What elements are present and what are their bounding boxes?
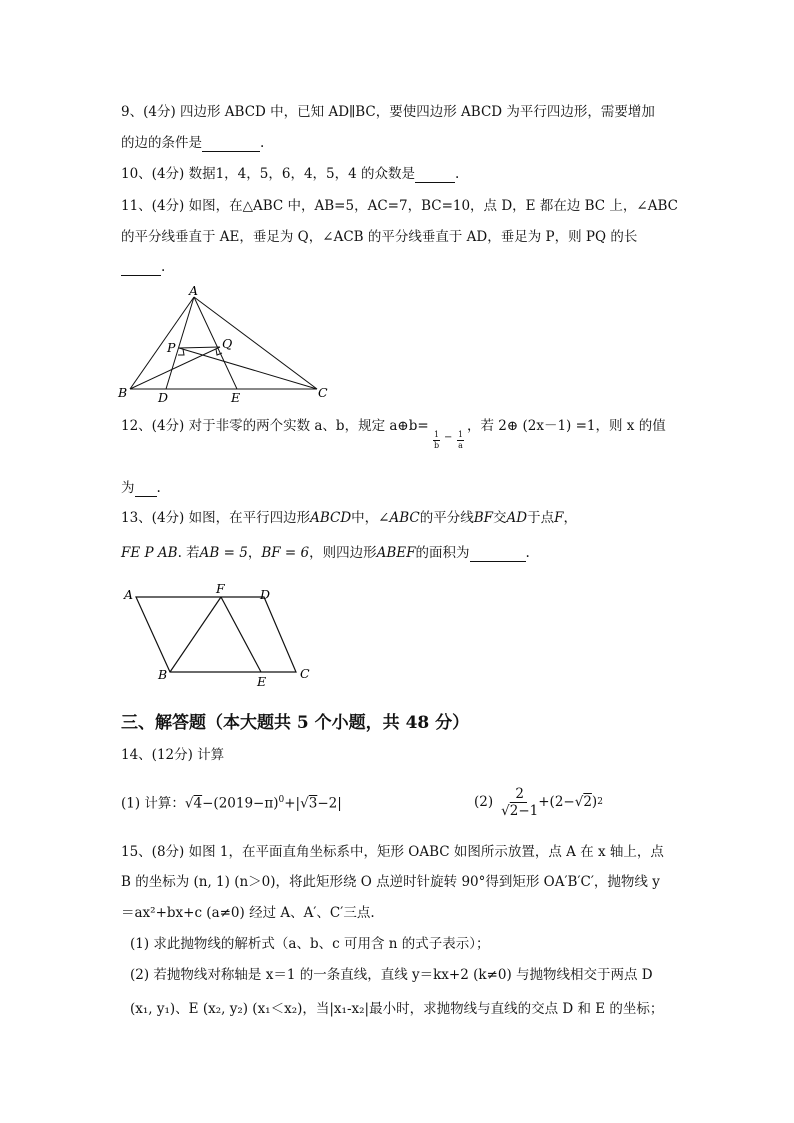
q13-line1d: 交 <box>493 510 507 526</box>
q13-bf: BF <box>473 510 494 526</box>
q14-p2-sqrt-sign: √ <box>574 794 584 810</box>
q14-part2 <box>474 784 603 820</box>
q13-line2e: 的面积为 <box>415 545 470 561</box>
q12-frac2-num: 1 <box>458 430 464 439</box>
q13-line2 <box>121 544 530 562</box>
q13-abcd: ABCD <box>310 510 352 526</box>
q14-p1-tail: −2| <box>317 795 342 812</box>
q14-p1-sqrt3: 3 <box>308 795 318 812</box>
q15-line2: B 的坐标为 (n, 1) (n＞0)，将此矩形绕 O 点逆时针旋转 90°得到矩形 OA′B′C′，抛物线 y <box>121 874 660 890</box>
q11-label-p: P <box>167 340 176 355</box>
q13-abef: ABEF <box>376 545 416 561</box>
q14-p1-sqrt3-sign: √ <box>300 795 309 812</box>
q12-frac1-num: 1 <box>434 430 440 439</box>
q13-abc: ABC <box>389 510 420 526</box>
q13-label-c: C <box>300 666 310 681</box>
q13-label-f: F <box>216 581 225 596</box>
q10-text: 10、(4分) 数据1，4，5，6，4，5，4 的众数是 <box>121 166 416 182</box>
section3-title: 三、解答题（本大题共 5 个小题，共 48 分） <box>121 713 470 733</box>
q14-p2-exp: 2 <box>597 797 603 807</box>
q14-p1-exp: 0 <box>278 795 285 805</box>
q14-p1-sqrt-sign: √ <box>184 795 194 812</box>
q10-answer-blank <box>415 168 455 183</box>
q13-line2b: . 若 <box>177 545 200 561</box>
q12-end: . <box>156 480 161 496</box>
q12-frac2-den: a <box>458 441 463 450</box>
q13-line1f: ， <box>563 510 577 526</box>
q11-label-e: E <box>231 390 241 405</box>
q13-line2c: ， <box>247 545 262 561</box>
q13-label-d: D <box>260 587 271 602</box>
q15-line3: ＝ax²+bx+c (a≠0) 经过 A、A′、C′三点. <box>121 905 375 921</box>
q14-title: 14、(12分) 计算 <box>121 747 225 763</box>
q14-p1-mid: −(2019−π) <box>202 795 279 812</box>
q13-ab5: AB = 5 <box>199 545 248 561</box>
q13-line1a: 13、(4分) 如图，在平行四边形 <box>121 510 311 526</box>
q11-label-c: C <box>318 385 328 400</box>
q14-p1-label: (1) 计算： <box>121 795 185 812</box>
q15-line1: 15、(8分) 如图 1，在平面直角坐标系中，矩形 OABC 如图所示放置，点 A 在 x 轴上，点 <box>121 844 664 860</box>
q9-line2 <box>121 134 264 152</box>
q13-ad: AD <box>506 510 528 526</box>
q14-p2-plus: +(2− <box>538 794 575 810</box>
q13-end: . <box>525 545 530 561</box>
q11-triangle-figure <box>112 283 342 405</box>
q12-suffix: ，若 2⊕ (2x－1) =1，则 x 的值 <box>467 418 666 434</box>
q12-minus: − <box>444 432 453 443</box>
q9-answer-blank <box>202 137 260 152</box>
q13-line1e: 于点 <box>527 510 555 526</box>
q13-label-a: A <box>124 587 134 602</box>
q11-label-b: B <box>118 385 128 400</box>
q15-sub1: (1) 求此抛物线的解析式（a、b、c 可用含 n 的式子表示）； <box>130 936 490 952</box>
q11-end: . <box>161 259 166 275</box>
q15-sub2-line1: (2) 若抛物线对称轴是 x＝1 的一条直线，直线 y＝kx+2 (k≠0) 与抛物线相交于两点 D <box>130 967 653 983</box>
q13-label-e: E <box>257 674 267 689</box>
q12-prefix: 12、(4分) 对于非零的两个实数 a、b，规定 a⊕b= <box>121 418 429 434</box>
q14-p2-den-tail: −1 <box>518 802 539 819</box>
q14-p2-den-sqrt: 2 <box>509 802 519 819</box>
q12-frac2 <box>457 430 464 451</box>
q13-line1c: 的平分线 <box>419 510 474 526</box>
q15-sub2-line2: (x₁, y₁)、E (x₂, y₂) (x₁＜x₂)，当|x₁-x₂|最小时，求抛物线与直线的交点 D 和 E 的坐标； <box>130 1001 664 1017</box>
q12-answer-blank <box>135 482 157 497</box>
q14-p1-abs: +| <box>284 795 301 812</box>
q11-answer-blank <box>121 261 161 276</box>
q14-p2-fraction <box>501 786 538 819</box>
q14-p2-label: (2) <box>474 794 494 810</box>
q9-line2-text: 的边的条件是 <box>121 135 202 151</box>
q14-p2-sqrt: 2 <box>583 794 592 810</box>
q12-frac1 <box>433 430 440 451</box>
q14-p2-close: ) <box>591 794 598 810</box>
q13-answer-blank <box>470 547 526 562</box>
q12-line2 <box>121 479 161 497</box>
q14-p2-num: 2 <box>512 786 527 803</box>
q10-end: . <box>455 166 460 182</box>
q14-p2-den: √2−1 <box>501 802 539 819</box>
q11-line1: 11、(4分) 如图，在△ABC 中，AB=5，AC=7，BC=10，点 D，E 都在边 BC 上，∠ABC <box>121 198 678 214</box>
q14-part1 <box>121 791 342 813</box>
q12-line2-text: 为 <box>121 480 135 496</box>
q13-bf6: BF = 6 <box>261 545 310 561</box>
q9-line1: 9、(4分) 四边形 ABCD 中，已知 AD∥BC，要使四边形 ABCD 为平行四边形，需要增加 <box>121 104 655 120</box>
q13-line1 <box>121 509 577 527</box>
q11-label-d: D <box>158 390 169 405</box>
q13-parallelogram-figure <box>118 580 328 690</box>
q13-f: F <box>554 510 564 526</box>
q10-line <box>121 165 459 183</box>
q11-line3 <box>121 258 165 276</box>
q13-label-b: B <box>158 667 168 682</box>
q13-line1b: 中，∠ <box>351 510 390 526</box>
q13-line2d: ，则四边形 <box>309 545 377 561</box>
q11-label-q: Q <box>222 336 233 351</box>
q11-line2: 的平分线垂直于 AE，垂足为 Q，∠ACB 的平分线垂直于 AD，垂足为 P，则 PQ 的长 <box>121 229 638 245</box>
q12-frac1-den: b <box>433 441 440 450</box>
q13-line2a: FE P AB <box>121 545 178 561</box>
q11-label-a: A <box>189 283 199 298</box>
q14-p1-sqrt4: 4 <box>193 795 203 812</box>
q9-end: . <box>260 135 265 151</box>
